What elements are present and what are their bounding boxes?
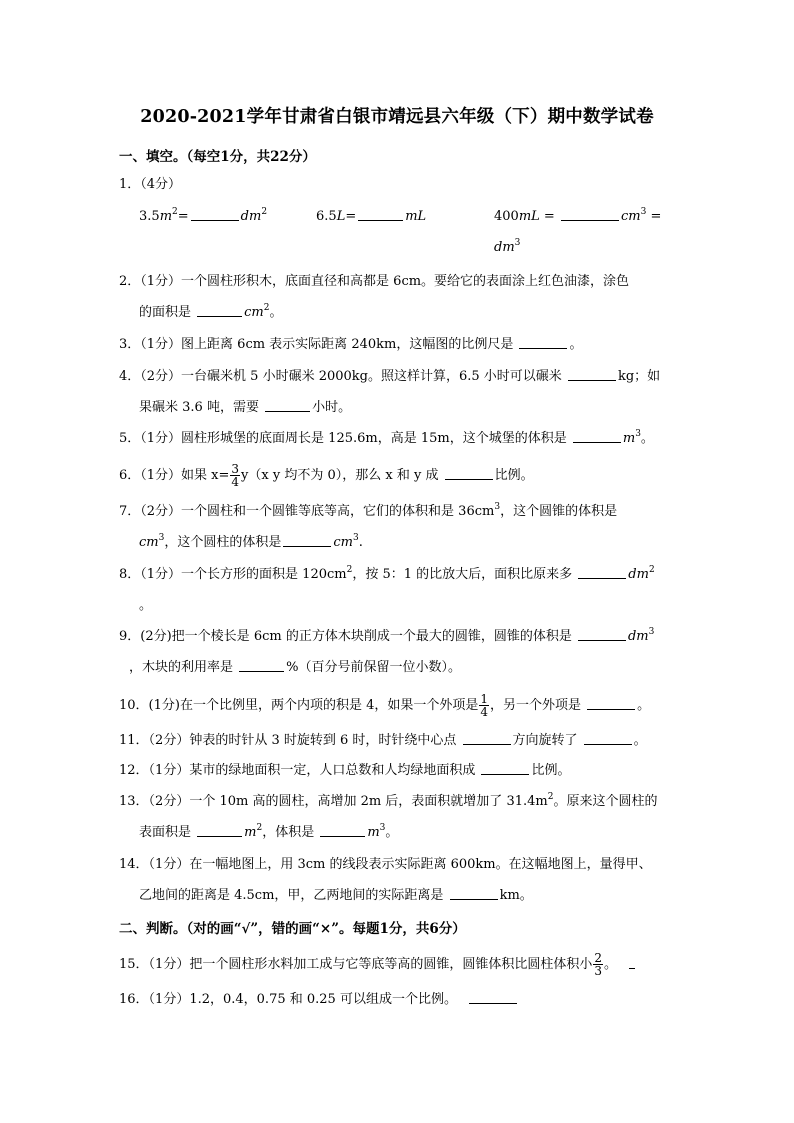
answer-blank[interactable] <box>445 467 493 480</box>
question-1-item-b: 6.5L= mL <box>316 209 427 224</box>
question-15: 15．（1分）把一个圆柱形水料加工成与它等底等高的圆锥，圆锥体积比圆柱体积小 $\frac{2}{3}$ 。 <box>119 952 637 977</box>
question-1-item-a: $3.5m^2= dm^2$ <box>139 207 268 224</box>
answer-blank[interactable] <box>578 566 626 579</box>
fraction: $\frac{2}{3}$ <box>594 951 602 978</box>
question-4-line-1: 4．（2分）一台碾米机 5 小时碾米 2000kg。照这样计算，6.5 小时可以碾米 kg；如 <box>119 369 661 384</box>
question-10: 10．(1分)在一个比例里，两个内项的积是 4，如果一个外项是 $\frac{1}{4}$ ，另一个外项是 。 <box>119 692 651 719</box>
answer-blank[interactable] <box>191 208 239 221</box>
answer-blank[interactable] <box>573 430 621 443</box>
section-1-heading: 一、填空。（每空1分，共22分） <box>119 149 316 165</box>
page-title: 2020-2021学年甘肃省白银市靖远县六年级（下）期中数学试卷 <box>140 107 654 127</box>
answer-blank[interactable] <box>578 628 626 641</box>
question-7-line-2: $cm^3$，这个圆柱的体积是 $cm^3$. <box>139 533 363 550</box>
question-3: 3．（1分）图上距离 6cm 表示实际距离 240km，这幅图的比例尺是 。 <box>119 337 583 352</box>
answer-blank[interactable] <box>283 534 331 547</box>
answer-blank[interactable] <box>450 887 498 900</box>
question-1-item-c: $400mL = cm^3$ = <box>494 207 662 224</box>
question-13-line-2: 表面积是 $m^2$，体积是 $m^3$。 <box>139 823 399 840</box>
question-16: 16．（1分）1.2，0.4，0.75 和 0.25 可以组成一个比例。 <box>119 990 519 1010</box>
answer-blank[interactable] <box>568 368 616 381</box>
question-12: 12．（1分）某市的绿地面积一定，人口总数和人均绿地面积成 比例。 <box>119 763 571 778</box>
question-6: 6．（1分）如果 x= $\frac{3}{4}$ y（x y 均不为 0），那么 x 和 y 成 比例。 <box>119 462 534 489</box>
question-1-head: 1．（4分） <box>119 177 182 192</box>
question-2-line-2: 的面积是 $cm^2$。 <box>139 303 283 320</box>
question-9-line-2: ，木块的利用率是 %（百分号前保留一位小数）。 <box>129 660 461 675</box>
answer-blank[interactable] <box>481 762 529 775</box>
question-5: 5．（1分）圆柱形城堡的底面周长是 125.6m，高是 15m，这个城堡的体积是 $m^3$。 <box>119 429 654 446</box>
answer-blank[interactable] <box>587 697 635 710</box>
answer-blank[interactable] <box>320 824 365 837</box>
answer-blank[interactable] <box>358 208 403 221</box>
question-8-line-1: 8．（1分）一个长方形的面积是 $120cm^2$，按 5：1 的比放大后，面积比原来多 $dm^2$ <box>119 565 655 582</box>
question-2-line-1: 2．（1分）一个圆柱形积木，底面直径和高都是 6cm。要给它的表面涂上红色油漆，涂色 <box>119 274 630 289</box>
fraction: $\frac{1}{4}$ <box>480 692 489 719</box>
question-8-line-2: 。 <box>139 598 153 613</box>
answer-blank[interactable] <box>463 732 511 745</box>
question-1-item-c-cont: $dm^3$ <box>494 238 521 255</box>
answer-blank[interactable] <box>239 659 284 672</box>
answer-blank[interactable] <box>469 991 517 1004</box>
answer-blank[interactable] <box>629 956 635 969</box>
question-4-line-2: 果碾米 3.6 吨，需要 小时。 <box>139 400 352 415</box>
answer-blank[interactable] <box>519 336 567 349</box>
answer-blank[interactable] <box>197 304 242 317</box>
answer-blank[interactable] <box>197 824 242 837</box>
question-14-line-1: 14．（1分）在一幅地图上，用 3cm 的线段表示实际距离 600km。在这幅地图上，量得甲、 <box>119 857 652 872</box>
section-2-heading: 二、判断。（对的画“√”，错的画“×”。每题1分，共6分） <box>119 921 466 937</box>
fraction: $\frac{3}{4}$ <box>231 462 240 489</box>
answer-blank[interactable] <box>561 208 619 221</box>
question-13-line-1: 13．（2分）一个 10m 高的圆柱，高增加 2m 后，表面积就增加了 $31.4m^2$。原来这个圆柱的 <box>119 792 658 809</box>
question-9-line-1: 9．(2分)把一个棱长是 6cm 的正方体木块削成一个最大的圆锥，圆锥的体积是 $dm^3$ <box>119 627 655 644</box>
question-7-line-1: 7．（2分）一个圆柱和一个圆锥等底等高，它们的体积和是 $36cm^3$，这个圆锥的体积是 <box>119 502 618 519</box>
answer-blank[interactable] <box>584 732 632 745</box>
answer-blank[interactable] <box>265 399 310 412</box>
question-11: 11．（2分）钟表的时针从 3 时旋转到 6 时，时针绕中心点 方向旋转了 。 <box>119 733 647 748</box>
question-14-line-2: 乙地间的距离是 4.5cm，甲，乙两地间的实际距离是 km。 <box>139 888 533 903</box>
